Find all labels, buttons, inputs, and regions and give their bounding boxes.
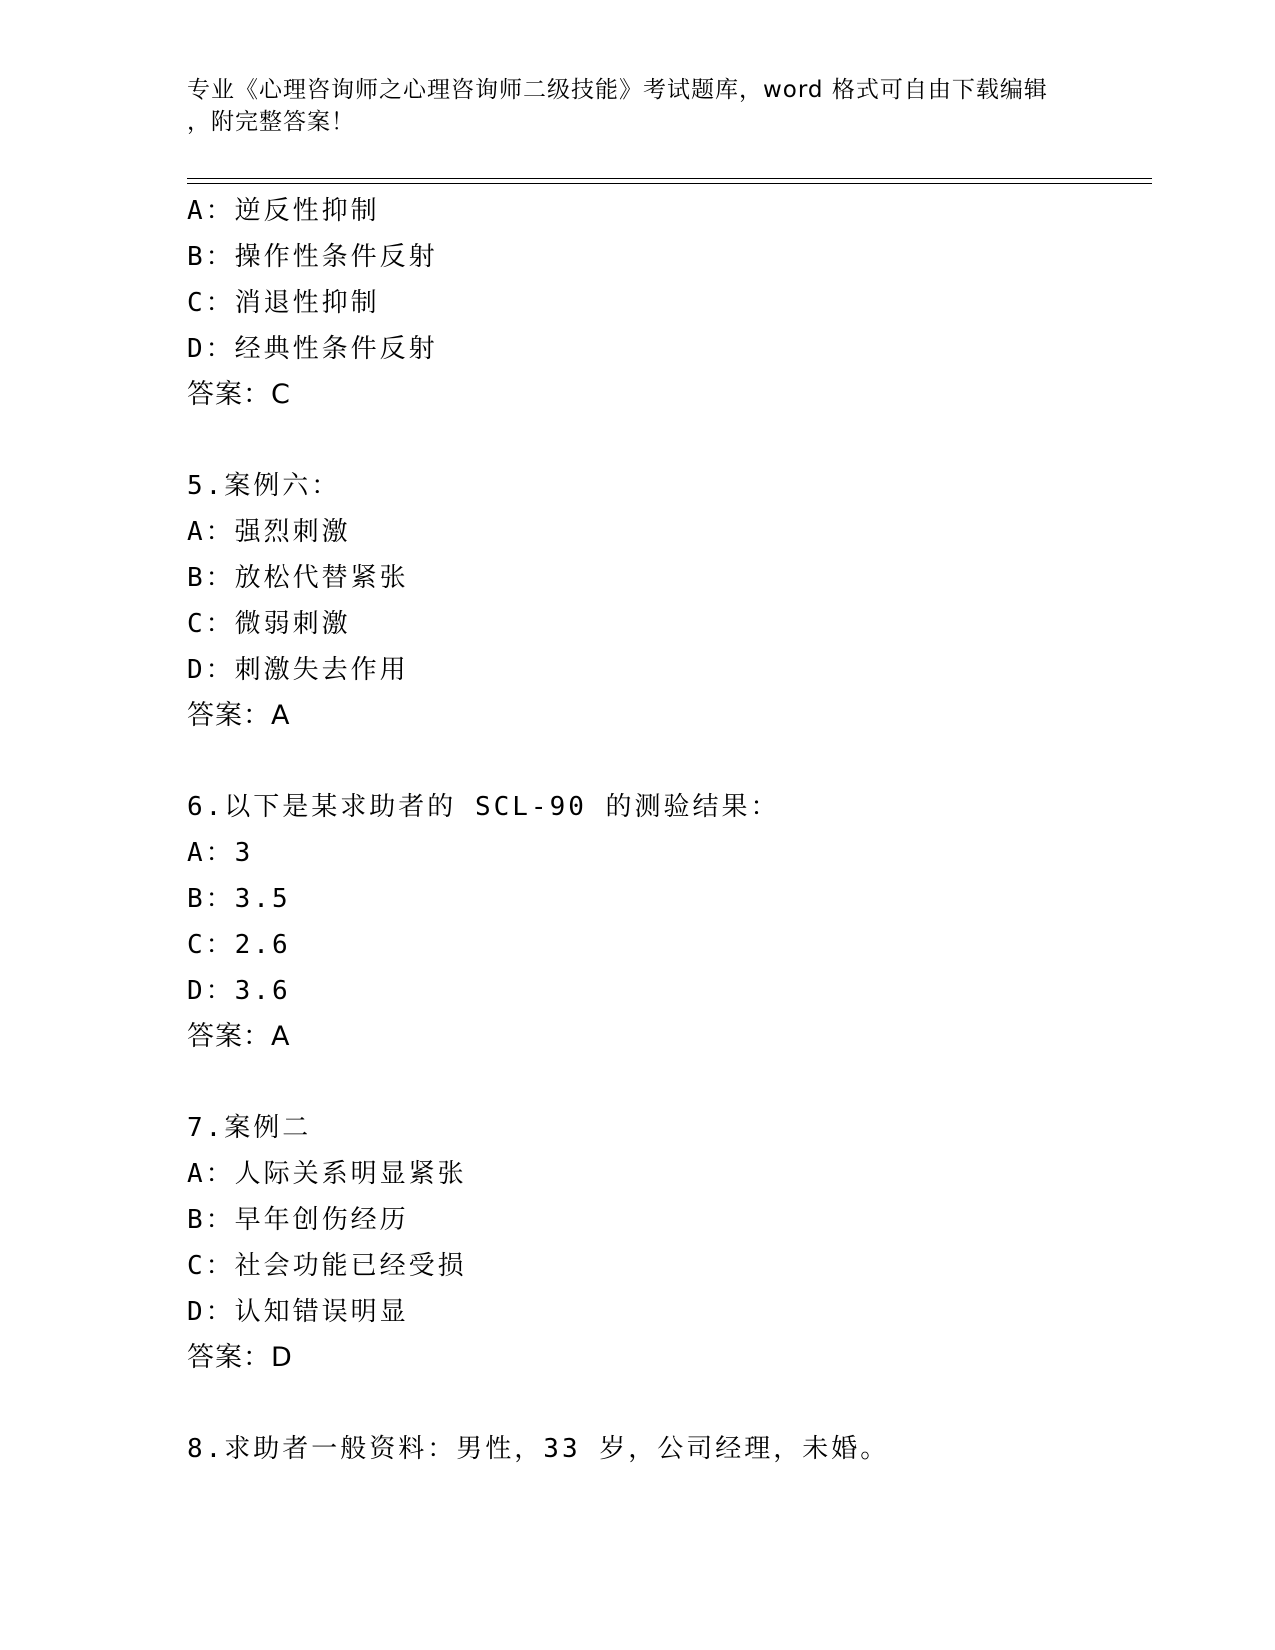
- option-a: A：强烈刺激: [187, 517, 351, 547]
- answer: 答案：D: [187, 1342, 293, 1373]
- option-a: A：逆反性抑制: [187, 196, 380, 226]
- option-c: C：社会功能已经受损: [187, 1251, 467, 1281]
- option-b: B：3.5: [187, 884, 291, 914]
- answer: 答案：A: [187, 1021, 291, 1052]
- question-stem: 7.案例二: [187, 1113, 312, 1143]
- option-c: C：消退性抑制: [187, 288, 380, 318]
- option-d: D：经典性条件反射: [187, 334, 438, 364]
- spacer: [187, 739, 1147, 784]
- question-list: [187, 188, 1147, 1472]
- question-stem: 8.求助者一般资料：男性，33 岁，公司经理，未婚。: [187, 1434, 890, 1464]
- option-c: C：2.6: [187, 930, 291, 960]
- question-6: [187, 784, 1147, 1060]
- document-header: [187, 74, 1087, 138]
- header-divider-bottom: [187, 183, 1152, 184]
- option-c: C：微弱刺激: [187, 609, 351, 639]
- option-b: B：操作性条件反射: [187, 242, 438, 272]
- option-b: B：早年创伤经历: [187, 1205, 409, 1235]
- question-stem: 6.以下是某求助者的 SCL-90 的测验结果：: [187, 792, 780, 822]
- header-line-1: 专业《心理咨询师之心理咨询师二级技能》考试题库，word 格式可自由下载编辑: [187, 77, 1048, 103]
- answer: 答案：C: [187, 379, 291, 410]
- question-8: [187, 1426, 1147, 1472]
- option-d: D：认知错误明显: [187, 1297, 409, 1327]
- spacer: [187, 1381, 1147, 1426]
- header-divider-top: [187, 178, 1152, 179]
- option-d: D：刺激失去作用: [187, 655, 409, 685]
- question-4: [187, 188, 1147, 418]
- spacer: [187, 1060, 1147, 1105]
- question-5: [187, 463, 1147, 739]
- answer: 答案：A: [187, 700, 291, 731]
- header-line-2: ，附完整答案！: [187, 109, 355, 135]
- question-7: [187, 1105, 1147, 1381]
- option-a: A：人际关系明显紧张: [187, 1159, 467, 1189]
- option-b: B：放松代替紧张: [187, 563, 409, 593]
- option-d: D：3.6: [187, 976, 291, 1006]
- option-a: A：3: [187, 838, 254, 868]
- spacer: [187, 418, 1147, 463]
- question-stem: 5.案例六：: [187, 471, 341, 501]
